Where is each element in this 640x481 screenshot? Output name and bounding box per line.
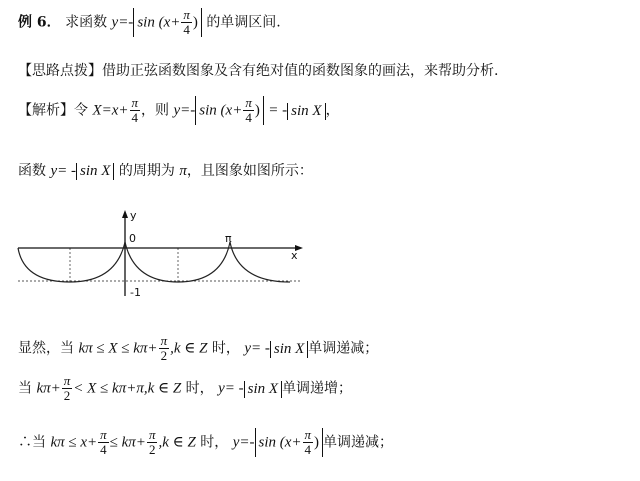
abs-sin-X: sin X <box>244 381 282 398</box>
case3-time: 时， <box>200 434 229 451</box>
case3-cond-mid: ≤ kπ+ <box>109 434 146 451</box>
abs-sin-X: sin X <box>76 163 114 180</box>
case1-time: 时， <box>211 340 240 357</box>
case1-cond-tail: ,k ∈ Z <box>170 340 208 357</box>
example-label: 例 6． <box>18 14 61 31</box>
fraction-pi-over-4: $\frac{\pi}{4}$ <box>183 7 190 37</box>
solution-end: ， <box>325 102 340 119</box>
fraction-pi-over-4: $\frac{\pi}{4}$ <box>245 95 252 125</box>
fraction-pi-over-4: $\frac{\pi}{4}$ <box>304 427 312 457</box>
hint-text: 借助正弦函数图象及含有绝对值的函数图象的画法，来帮助分析. <box>102 63 499 79</box>
case1-cond: kπ ≤ X ≤ kπ+ <box>78 340 158 357</box>
pi-label: π <box>225 232 232 245</box>
case2-text1: 当 <box>18 380 32 397</box>
period-text2: 的周期为 <box>118 163 175 179</box>
example-func-prefix: y=- <box>111 14 134 31</box>
hint-line <box>18 60 498 80</box>
period-line <box>18 160 313 180</box>
case2-cond: < X ≤ kπ+π,k ∈ Z <box>73 380 182 397</box>
case3-cond: kπ ≤ x+ <box>50 434 98 451</box>
abs-sin-expression: sin (x+ $\frac{\pi}{4}$ ) <box>195 96 264 125</box>
function-graph <box>0 206 640 316</box>
period-text1: 函数 <box>18 163 46 179</box>
case1-line <box>18 334 378 363</box>
solution-let: 令 <box>74 102 88 119</box>
case2-cond-head: kπ+ <box>36 380 61 397</box>
hint-label: 【思路点拨】 <box>18 63 102 79</box>
abs-sin-X: sin X <box>287 103 325 120</box>
solution-eq-tail: = - <box>268 102 288 119</box>
period-func: y= - <box>50 163 76 179</box>
minus-one-label: -1 <box>130 286 141 299</box>
y-axis-label: y <box>130 209 137 222</box>
fraction-pi-over-2: $\frac{\pi}{2}$ <box>63 373 71 403</box>
case1-text1: 显然，当 <box>18 340 74 357</box>
abs-sin-expression: sin (x+ $\frac{\pi}{4}$ ) <box>133 8 202 37</box>
case2-line <box>18 374 352 403</box>
solution-var-eq: X=x+ <box>92 102 129 119</box>
solution-line <box>18 96 340 125</box>
case3-text1: ∴当 <box>18 434 46 451</box>
period-text3: ，且图象如图所示： <box>186 163 313 179</box>
y-axis-arrow <box>122 210 128 218</box>
example-suffix: 的单调区间. <box>206 14 281 31</box>
period-pi: π <box>179 163 187 179</box>
fraction-pi-over-2: $\frac{\pi}{2}$ <box>160 333 168 363</box>
case3-func: y=- <box>232 434 255 451</box>
case1-func: y= - <box>244 340 270 357</box>
fraction-pi-over-2: $\frac{\pi}{2}$ <box>148 427 156 457</box>
case3-mono: 单调递减； <box>323 434 394 451</box>
example-line <box>18 8 281 37</box>
case3-line <box>18 428 393 457</box>
example-text: 求函数 <box>65 14 108 31</box>
case3-cond-tail: ,k ∈ Z <box>158 434 196 451</box>
case2-func: y= - <box>218 380 244 397</box>
fraction-pi-over-4: $\frac{\pi}{4}$ <box>131 95 139 125</box>
solution-func-prefix: y=- <box>173 102 196 119</box>
fraction-pi-over-4: $\frac{\pi}{4}$ <box>100 427 107 457</box>
case2-time: 时， <box>185 380 214 397</box>
solution-label: 【解析】 <box>18 102 74 119</box>
case2-mono: 单调递增； <box>282 380 353 397</box>
origin-label: 0 <box>129 232 136 245</box>
abs-sin-X: sin X <box>270 341 308 358</box>
x-axis-label: x <box>291 249 298 262</box>
solution-then: ，则 <box>141 102 170 119</box>
case1-mono: 单调递减； <box>308 340 379 357</box>
abs-sin-expression: sin (x+ $\frac{\pi}{4}$ ) <box>255 428 324 457</box>
